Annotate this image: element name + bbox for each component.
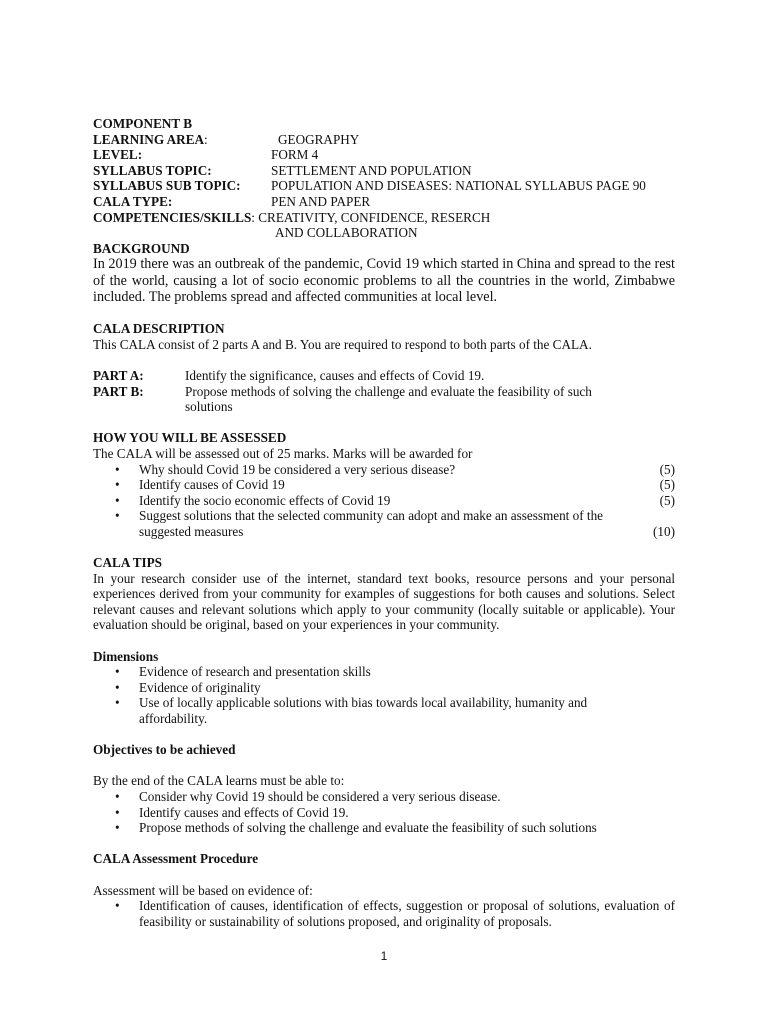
procedure-heading: CALA Assessment Procedure bbox=[93, 851, 259, 867]
objective-item bbox=[93, 820, 675, 836]
assessment-item bbox=[93, 462, 675, 478]
assessment-item bbox=[93, 508, 675, 539]
sub-topic-row bbox=[93, 178, 675, 194]
assessment-item-text: Why should Covid 19 be considered a very serious disease? bbox=[139, 461, 456, 477]
level-key: LEVEL: bbox=[93, 147, 143, 163]
bullet: • bbox=[115, 508, 120, 524]
assessment-intro: The CALA will be assessed out of 25 marks. Marks will be awarded for bbox=[93, 445, 473, 461]
syllabus-topic-key: SYLLABUS TOPIC: bbox=[93, 162, 212, 178]
objective-item bbox=[93, 789, 675, 805]
bullet: • bbox=[115, 788, 120, 804]
component-heading: COMPONENT B bbox=[93, 116, 193, 131]
objective-item bbox=[93, 805, 675, 821]
assessment-item bbox=[93, 477, 675, 493]
dimension-item bbox=[93, 695, 675, 726]
bullet: • bbox=[115, 804, 120, 820]
description-text: This CALA consist of 2 parts A and B. You are required to respond to both parts of the CALA. bbox=[93, 336, 592, 352]
part-a-label: PART A: bbox=[93, 367, 144, 383]
competencies-value-2: AND COLLABORATION bbox=[275, 225, 418, 241]
cala-type-value: PEN AND PAPER bbox=[271, 193, 371, 209]
description-heading: CALA DESCRIPTION bbox=[93, 321, 225, 337]
learning-area-key: LEARNING AREA bbox=[93, 131, 205, 147]
assessment-item-text: Identify the socio economic effects of Covid 19 bbox=[139, 492, 391, 508]
competencies-colon: : bbox=[251, 209, 255, 225]
objective-item-text: Consider why Covid 19 should be considered a very serious disease. bbox=[139, 788, 501, 804]
background-text: In 2019 there was an outbreak of the pandemic, Covid 19 which started in China and spread to the rest of the world, causing a lot of socio economic problems to all the countries in the world, Zimbabwe included. The problems spread and affected communities at local level. bbox=[93, 256, 675, 306]
part-b-text: Propose methods of solving the challenge and evaluate the feasibility of such solutions bbox=[185, 383, 592, 415]
learning-area-row bbox=[93, 132, 675, 148]
sub-topic-value: POPULATION AND DISEASES: NATIONAL SYLLABUS PAGE 90 bbox=[271, 178, 646, 194]
objective-item-text: Propose methods of solving the challenge and evaluate the feasibility of such solutions bbox=[139, 820, 597, 836]
tips-heading: CALA TIPS bbox=[93, 555, 163, 571]
dimensions-heading: Dimensions bbox=[93, 648, 159, 664]
level-value: FORM 4 bbox=[271, 147, 319, 163]
part-b bbox=[93, 384, 675, 415]
objective-item-text: Identify causes and effects of Covid 19. bbox=[139, 804, 349, 820]
part-a-text: Identify the significance, causes and effects of Covid 19. bbox=[185, 367, 485, 383]
background-heading: BACKGROUND bbox=[93, 240, 190, 256]
sub-topic-key: SYLLABUS SUB TOPIC: bbox=[93, 178, 241, 194]
page-number: 1 bbox=[380, 949, 388, 963]
assessment-item-marks: (5) bbox=[659, 461, 675, 477]
dimension-item-text: Use of locally applicable solutions with bias towards local availability, humanity and affordability. bbox=[139, 695, 588, 726]
part-b-label: PART B: bbox=[93, 383, 144, 399]
procedure-item-text: Identification of causes, identification of effects, suggestion or proposal of solutions, evaluation of feasibility or sustainability of solutions proposed, and originality of proposals. bbox=[139, 898, 675, 929]
procedure-intro: Assessment will be based on evidence of: bbox=[93, 882, 313, 898]
assessment-item bbox=[93, 493, 675, 509]
dimension-item-text: Evidence of research and presentation skills bbox=[139, 664, 371, 680]
bullet: • bbox=[115, 820, 120, 836]
competencies-row bbox=[93, 210, 675, 226]
procedure-item bbox=[93, 898, 675, 929]
dimension-item-text: Evidence of originality bbox=[139, 679, 261, 695]
part-a bbox=[93, 368, 675, 384]
bullet: • bbox=[115, 477, 120, 493]
bullet: • bbox=[115, 664, 120, 680]
bullet: • bbox=[115, 492, 120, 508]
competencies-key: COMPETENCIES/SKILLS bbox=[93, 209, 252, 225]
level-row bbox=[93, 147, 675, 163]
assessment-heading: HOW YOU WILL BE ASSESSED bbox=[93, 430, 287, 446]
document-page bbox=[93, 116, 675, 929]
cala-type-key: CALA TYPE: bbox=[93, 193, 173, 209]
dimension-item bbox=[93, 680, 675, 696]
competencies-value-1: CREATIVITY, CONFIDENCE, RESERCH bbox=[258, 209, 491, 225]
assessment-item-text: Identify causes of Covid 19 bbox=[139, 477, 285, 493]
learning-area-value: GEOGRAPHY bbox=[278, 131, 360, 147]
learning-area-colon: : bbox=[204, 131, 208, 147]
bullet: • bbox=[115, 898, 120, 914]
objectives-intro: By the end of the CALA learns must be able to: bbox=[93, 773, 345, 789]
assessment-item-marks: (10) bbox=[653, 523, 675, 539]
syllabus-topic-row bbox=[93, 163, 675, 179]
tips-text: In your research consider use of the internet, standard text books, resource persons and your personal experiences derived from your community for examples of suggestions for both causes and solutions. Select relevant causes and relevant solutions which apply to your community (locally suitable or applicable). Your evaluation should be original, based on your experiences in your community. bbox=[93, 570, 675, 633]
assessment-item-text: Suggest solutions that the selected community can adopt and make an assessment of the suggested measures bbox=[139, 508, 604, 539]
bullet: • bbox=[115, 679, 120, 695]
syllabus-topic-value: SETTLEMENT AND POPULATION bbox=[271, 162, 472, 178]
objectives-heading: Objectives to be achieved bbox=[93, 742, 236, 758]
assessment-item-marks: (5) bbox=[659, 492, 675, 508]
cala-type-row bbox=[93, 194, 675, 210]
assessment-item-marks: (5) bbox=[659, 477, 675, 493]
dimension-item bbox=[93, 664, 675, 680]
bullet: • bbox=[115, 461, 120, 477]
bullet: • bbox=[115, 695, 120, 711]
